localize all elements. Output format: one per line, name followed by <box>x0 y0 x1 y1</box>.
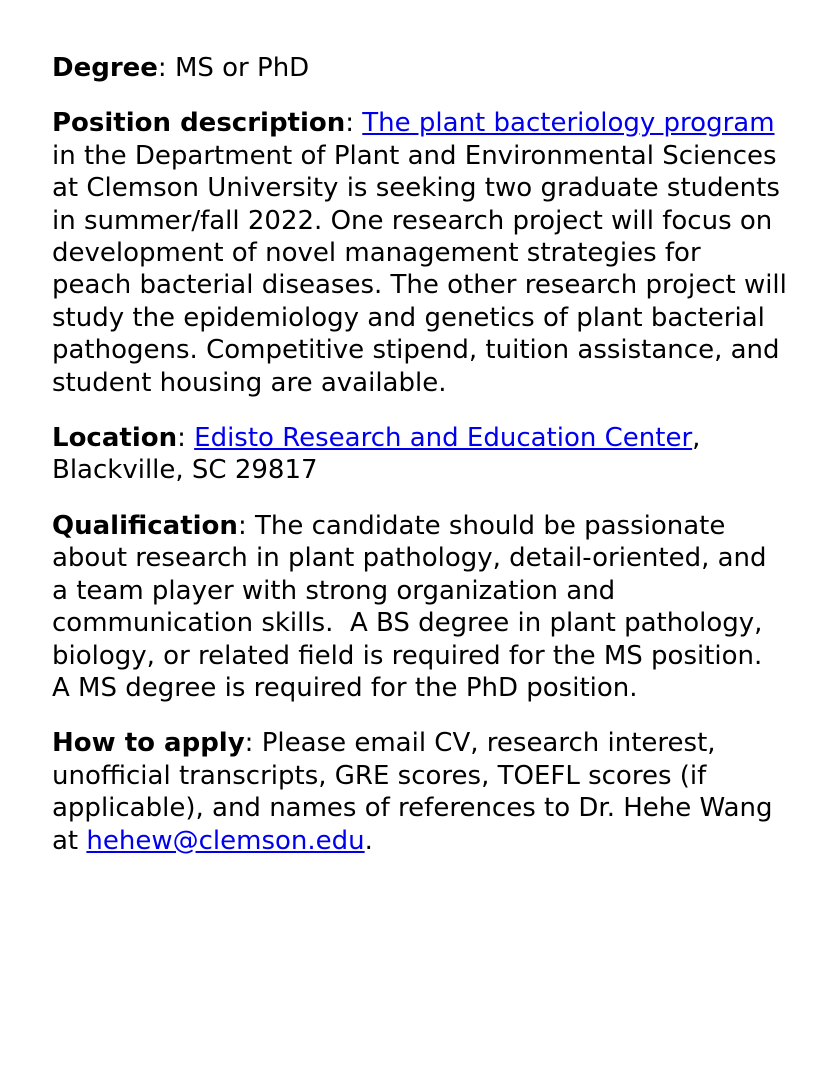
location-label: Location <box>52 423 178 454</box>
position-description-label: Position description <box>52 108 346 139</box>
how-to-apply-text: Please email CV, research interest, unofficial transcripts, GRE scores, TOEFL scores (if applicable), and names of references to Dr. Hehe Wang at <box>52 728 773 856</box>
qualification-text: The candidate should be passionate about research in plant pathology, detail-oriented, and a team player with strong organization and communication skills. A BS degree in plant pathology, biology, or related field is required for the MS position. A MS degree is required for the PhD position. <box>52 510 775 703</box>
how-to-apply-paragraph: How to apply: Please email CV, research interest, unofficial transcripts, GRE scores, TOEFL scores (if applicable), and names of references to Dr. Hehe Wang at hehew@clemson.edu. <box>52 728 773 856</box>
position-description-text: in the Department of Plant and Environmental Sciences at Clemson University is seeking two graduate students in summer/fall 2022. One research project will focus on development of novel management strategies for peach bacterial diseases. The other research project will study the epidemiology and genetics of plant bacterial pathogens. Competitive stipend, tuition assistance, and student housing are available. <box>52 140 787 398</box>
plant-bacteriology-program-link[interactable]: The plant bacteriology program <box>362 108 775 139</box>
degree-value: MS or PhD <box>174 53 310 83</box>
how-to-apply-label: How to apply <box>52 728 245 759</box>
degree-paragraph: Degree: MS or PhD <box>52 53 310 83</box>
qualification-paragraph: Qualification: The candidate should be passionate about research in plant pathology, detail-oriented, and a team player with strong organization and communication skills. A BS degree in plant pathology, biology, or related field is required for the MS position. A MS degree is required for the PhD position. <box>52 510 775 703</box>
job-posting <box>52 52 787 880</box>
edisto-center-link[interactable]: Edisto Research and Education Center <box>194 423 693 454</box>
location-address: Blackville, SC 29817 <box>52 455 318 486</box>
position-description-paragraph: Position description: The plant bacteriology program in the Department of Plant and Environmental Sciences at Clemson University is seeking two graduate students in summer/fall 2022. One research project will focus on development of novel management strategies for peach bacterial diseases. The other research project will study the epidemiology and genetics of plant bacterial pathogens. Competitive stipend, tuition assistance, and student housing are available. <box>52 108 787 398</box>
qualification-label: Qualification <box>52 510 238 541</box>
degree-label: Degree <box>52 53 158 83</box>
location-paragraph: Location: Edisto Research and Education Center, Blackville, SC 29817 <box>52 423 701 486</box>
email-link[interactable]: hehew@clemson.edu <box>86 825 365 856</box>
